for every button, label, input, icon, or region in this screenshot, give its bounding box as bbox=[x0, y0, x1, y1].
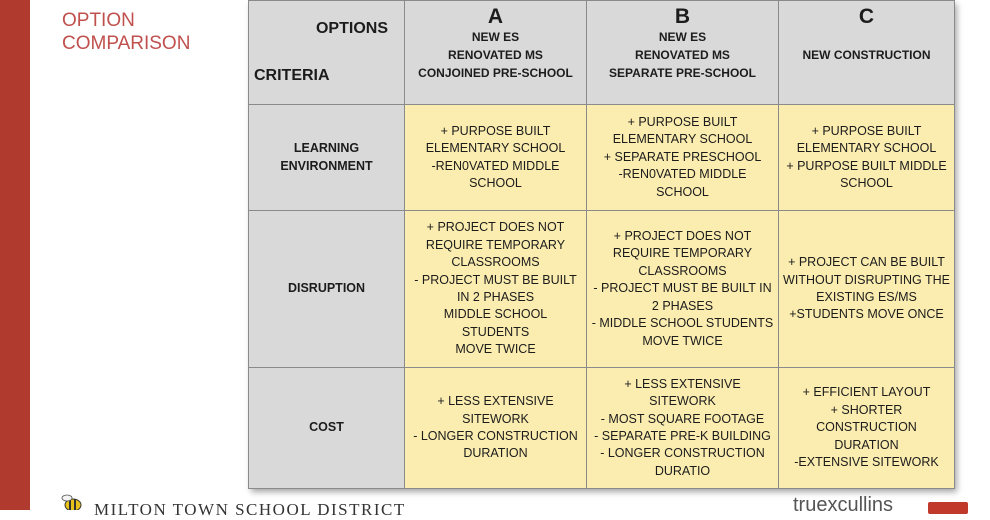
column-letter: C bbox=[858, 4, 875, 28]
cell-line: + SEPARATE PRESCHOOL bbox=[603, 149, 762, 164]
row-label bbox=[249, 368, 405, 489]
column-letter: B bbox=[674, 4, 691, 28]
cell-cost-a bbox=[405, 368, 587, 489]
cell-line: CLASSROOMS bbox=[451, 255, 540, 270]
cell-line: + PROJECT DOES NOT bbox=[613, 229, 752, 244]
comparison-table bbox=[248, 0, 955, 489]
cell-learning-b bbox=[587, 105, 779, 211]
options-label: OPTIONS bbox=[315, 20, 388, 37]
cell-line: MIDDLE SCHOOL STUDENTS bbox=[443, 307, 548, 339]
cell-line: 2 PHASES bbox=[651, 298, 714, 313]
cell-line: -REN0VATED MIDDLE SCHOOL bbox=[618, 167, 747, 199]
cell-line: CONSTRUCTION DURATION bbox=[816, 420, 917, 452]
cell-line: + PURPOSE BUILT bbox=[627, 114, 738, 129]
criteria-label: CRITERIA bbox=[254, 67, 330, 84]
title-line-1: OPTION bbox=[62, 10, 135, 31]
cell-disruption-c bbox=[779, 211, 955, 368]
cell-line: ELEMENTARY SCHOOL bbox=[612, 132, 753, 147]
row-label bbox=[249, 211, 405, 368]
cell-line: - MOST SQUARE FOOTAGE bbox=[600, 411, 765, 426]
footer-district-name: MILTON TOWN SCHOOL DISTRICT bbox=[94, 500, 406, 519]
cell-cost-c bbox=[779, 368, 955, 489]
cell-line: -REN0VATED MIDDLE bbox=[431, 158, 560, 173]
cell-line: + EFFICIENT LAYOUT bbox=[802, 385, 931, 400]
cell-disruption-b bbox=[587, 211, 779, 368]
footer-brand-name: truexcullins bbox=[793, 494, 894, 516]
cell-line: + LESS EXTENSIVE bbox=[437, 394, 554, 409]
cell-line: + PROJECT DOES NOT bbox=[426, 220, 565, 235]
cell-line: WITHOUT DISRUPTING THE bbox=[783, 272, 950, 287]
row-label-line: LEARNING bbox=[293, 141, 360, 156]
cell-line: + PURPOSE BUILT MIDDLE bbox=[786, 158, 947, 173]
cell-line: - LONGER CONSTRUCTION bbox=[600, 446, 765, 461]
cell-line: SITEWORK bbox=[462, 411, 529, 426]
left-accent-bar bbox=[0, 0, 30, 510]
cell-line: - MIDDLE SCHOOL STUDENTS bbox=[591, 316, 774, 331]
cell-line: - PROJECT MUST BE BUILT bbox=[414, 272, 577, 287]
column-subtitle: NEW ES bbox=[658, 29, 707, 44]
cell-line: + PURPOSE BUILT bbox=[811, 123, 922, 138]
header-row bbox=[249, 1, 955, 105]
cell-line: DURATIO bbox=[654, 463, 711, 478]
cell-line: - PROJECT MUST BE BUILT IN bbox=[593, 281, 772, 296]
slide-title bbox=[62, 9, 190, 55]
corner-cell bbox=[249, 1, 405, 105]
cell-learning-c bbox=[779, 105, 955, 211]
cell-line: REQUIRE TEMPORARY bbox=[425, 237, 566, 252]
row-learning-environment bbox=[249, 105, 955, 211]
column-subtitle: CONJOINED PRE-SCHOOL bbox=[418, 65, 573, 80]
cell-line: + PROJECT CAN BE BUILT bbox=[788, 255, 945, 270]
cell-line: EXISTING ES/MS bbox=[816, 290, 917, 304]
cell-line: + LESS EXTENSIVE SITEWORK bbox=[624, 376, 741, 409]
column-subtitle: NEW ES bbox=[471, 29, 520, 44]
footer-brand-badge bbox=[928, 502, 968, 514]
row-disruption bbox=[249, 211, 955, 368]
cell-line: SCHOOL bbox=[840, 175, 893, 190]
column-subtitle: RENOVATED MS bbox=[448, 47, 543, 62]
cell-line: MOVE TWICE bbox=[642, 333, 723, 348]
cell-line: + SHORTER bbox=[830, 402, 903, 417]
column-letter: A bbox=[487, 4, 504, 28]
cell-line: DURATION bbox=[463, 446, 528, 461]
row-label-line: DISRUPTION bbox=[287, 281, 366, 296]
row-label-line: ENVIRONMENT bbox=[280, 158, 373, 173]
cell-line: IN 2 PHASES bbox=[456, 290, 535, 304]
row-label bbox=[249, 105, 405, 211]
cell-line: +STUDENTS MOVE ONCE bbox=[789, 307, 944, 322]
cell-line: + PURPOSE BUILT bbox=[440, 123, 551, 138]
cell-line: CLASSROOMS bbox=[638, 263, 727, 278]
cell-line: SCHOOL bbox=[469, 175, 522, 190]
cell-cost-b bbox=[587, 368, 779, 489]
column-header-b bbox=[587, 1, 779, 105]
cell-line: ELEMENTARY SCHOOL bbox=[796, 141, 937, 156]
row-cost bbox=[249, 368, 955, 489]
column-header-c bbox=[779, 1, 955, 105]
cell-disruption-a bbox=[405, 211, 587, 368]
bee-logo-icon bbox=[60, 494, 84, 510]
cell-line: -EXTENSIVE SITEWORK bbox=[794, 455, 939, 470]
cell-learning-a bbox=[405, 105, 587, 211]
title-line-2: COMPARISON bbox=[62, 33, 191, 54]
column-subtitle: RENOVATED MS bbox=[635, 47, 730, 62]
cell-line: REQUIRE TEMPORARY bbox=[612, 246, 753, 261]
cell-line: - LONGER CONSTRUCTION bbox=[413, 429, 578, 443]
row-label-line: COST bbox=[309, 420, 344, 435]
column-header-a bbox=[405, 1, 587, 105]
cell-line: - SEPARATE PRE-K BUILDING bbox=[594, 429, 771, 443]
column-subtitle: SEPARATE PRE-SCHOOL bbox=[609, 65, 756, 80]
column-subtitle: NEW CONSTRUCTION bbox=[802, 47, 931, 62]
cell-line: ELEMENTARY SCHOOL bbox=[425, 141, 566, 156]
cell-line: MOVE TWICE bbox=[455, 342, 536, 357]
